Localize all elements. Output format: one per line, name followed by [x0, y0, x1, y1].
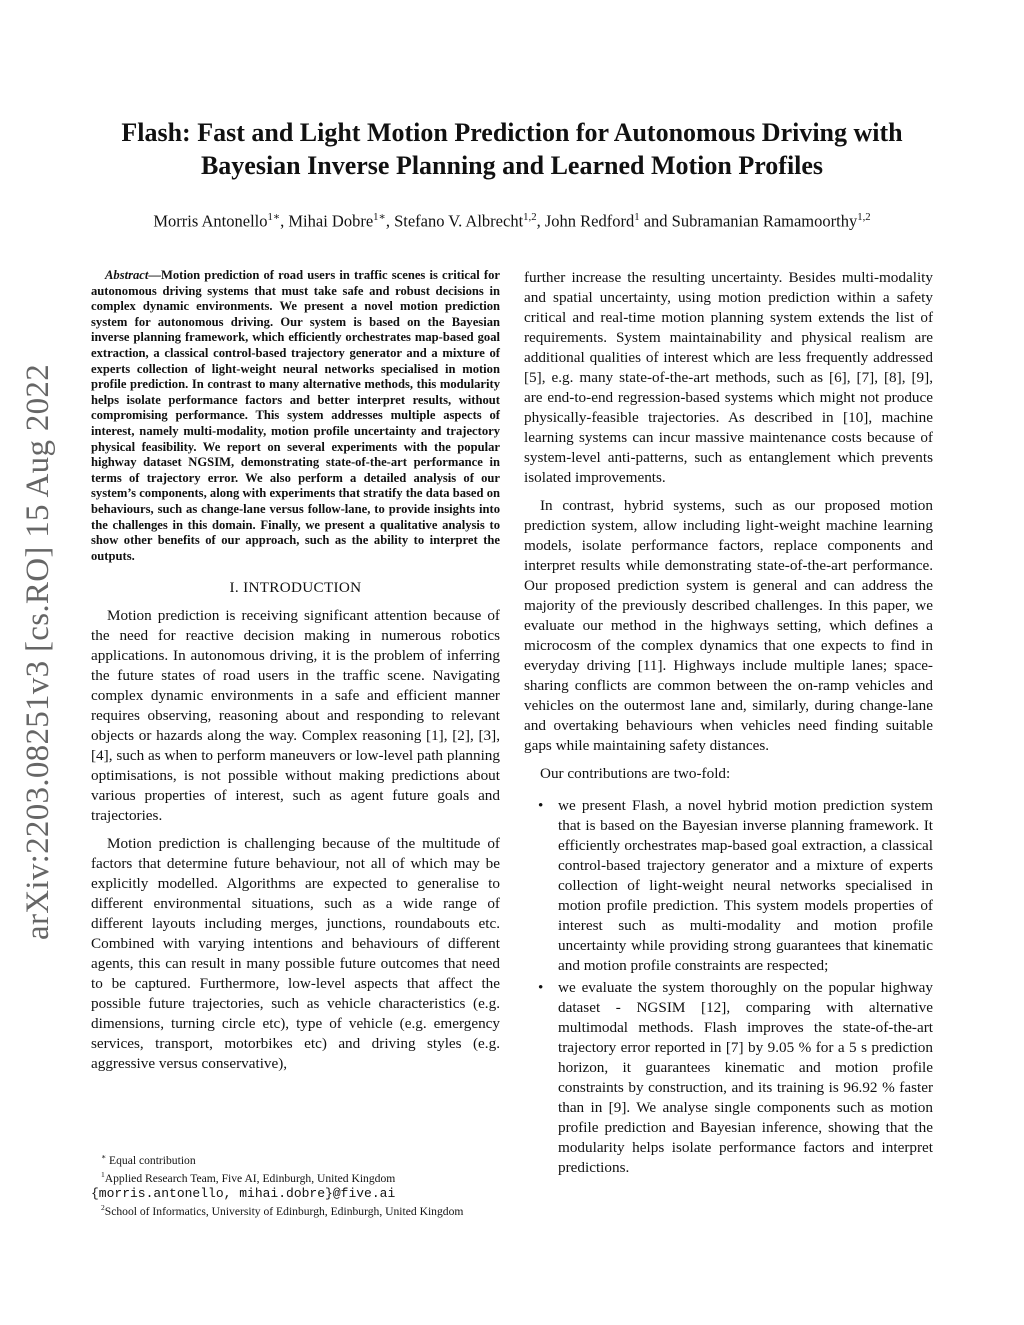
footnote-emails — [91, 1187, 500, 1202]
author-name: Subramanian Ramamoorthy — [671, 211, 858, 231]
author-separator: , — [536, 211, 545, 231]
paper-title — [60, 116, 964, 182]
author-name: John Redford — [544, 211, 635, 231]
left-column — [91, 268, 500, 1074]
author-affiliation: 1∗ — [267, 211, 281, 223]
author-affiliation: 1∗ — [373, 211, 386, 223]
footnote-mark: 2 — [101, 1203, 105, 1213]
title-line-2: Bayesian Inverse Planning and Learned Motion Profiles — [200, 151, 824, 180]
email-addresses: {morris.antonello, mihai.dobre}@five.ai — [91, 1185, 396, 1201]
abstract-dash: — — [148, 268, 161, 282]
author-affiliation: 1 — [634, 211, 640, 223]
abstract-text: Motion prediction of road users in traffic scenes is critical for autonomous driving systems that must take safe and robust decisions in complex dynamic environments. We present a novel motion prediction system for autonomous driving. Our system is based on the Bayesian inverse planning framework, which efficiently orchestrates map-based goal extraction, a classical control-based trajectory generator and a mixture of experts collection of light-weight neural networks specialised in motion profile prediction. In contrast to many alternative methods, this modularity helps isolate performance factors and better interpret results, without compromising performance. This system addresses multiple aspects of interest, namely multi-modality, motion profile uncertainty and trajectory physical feasibility. We report on several experiments with the popular highway dataset NGSIM, demonstrating state-of-the-art performance in terms of trajectory error. We also perform a detailed analysis of our system’s components, along with experiments that stratify the data based on behaviours, such as change-lane versus follow-lane, to provide insights into the challenges in this domain. Finally, we present a qualitative analysis to show other benefits of our approach, such as the ability to interpret the outputs. — [91, 268, 500, 563]
bullet-icon: • — [538, 797, 544, 814]
footnote-text: School of Informatics, University of Edinburgh, Edinburgh, United Kingdom — [104, 1205, 464, 1219]
list-item — [524, 978, 933, 1178]
footnote-affiliation-1 — [91, 1168, 500, 1186]
title-line-1: Flash: Fast and Light Motion Prediction for Autonomous Driving with — [121, 118, 903, 147]
arxiv-stamp: arXiv:2203.08251v3 [cs.RO] 15 Aug 2022 — [20, 363, 56, 940]
right-paragraph-1: further increase the resulting uncertainty. Besides multi-modality and spatial uncertainty, using motion prediction within a safety critical and real-time motion planning system extends the list of requirements. System maintainability and physical realism are additional qualities of interest which are less frequently addressed [5], e.g. many state-of-the-art methods, such as [6], [7], [8], [9], are end-to-end regression-based systems which might not produce physically-feasible trajectories. As described in [10], machine learning systems can incur massive maintenance costs because of system-level anti-patterns, such as entanglement which prevents isolated improvements. — [524, 269, 933, 486]
list-item — [524, 796, 933, 976]
intro-paragraph-1: Motion prediction is receiving significant attention because of the need for reactive decision making in numerous robotics applications. In autonomous driving, it is the problem of inferring the future states of road users in the traffic scene. Navigating complex dynamic environments in a safe and efficient manner requires observing, reasoning about and responding to relevant objects or hazards along the way. Complex reasoning [1], [2], [3], [4], such as when to perform maneuvers or low-level path planning optimisations, is not possible without making predictions about various properties of interest, such as agent future goals and trajectories. — [91, 607, 500, 825]
author-separator: , — [280, 211, 289, 231]
author-name: Mihai Dobre — [288, 211, 374, 231]
footnote-mark: ∗ — [101, 1152, 107, 1161]
right-paragraph-2: In contrast, hybrid systems, such as our proposed motion prediction system, allow including light-weight machine learning models, isolate performance factors, replace components and interpret results while demonstrating state-of-the-art performance. Our proposed prediction system is general and can address the majority of the previously described challenges. In this paper, we evaluate our method in the highways setting, which defines a microcosm of the complex dynamics that one expects to find in everyday driving [11]. Highways include multiple lanes; space-sharing conflicts are common between the on-ramp vehicles and vehicles on the outermost lane and, similarly, during change-lane and overtaking behaviours when vehicles need finding suitable gaps while maintaining safety distances. — [524, 497, 933, 754]
contributions-list — [524, 796, 933, 1178]
contribution-text: we present Flash, a novel hybrid motion prediction system that is based on the Bayesian inverse planning framework. It efficiently orchestrates map-based goal extraction, a classical control-based trajectory generator and a mixture of experts collection of light-weight neural networks specialised in motion profile prediction. This system models properties of interest such as multi-modality and motion profile uncertainty while providing strong guarantees that kinematic and motion profile constraints are respected; — [558, 797, 933, 974]
author-separator: and — [639, 211, 672, 231]
author-separator: , — [385, 211, 395, 231]
author-list — [60, 210, 964, 232]
author-name: Morris Antonello — [153, 211, 268, 231]
author-affiliation: 1,2 — [523, 211, 537, 223]
footnote-affiliation-2 — [91, 1201, 500, 1219]
footnote-text: Equal contribution — [109, 1153, 196, 1167]
footnotes — [91, 1150, 500, 1220]
bullet-icon: • — [538, 979, 544, 996]
intro-paragraph-2: Motion prediction is challenging because of the multitude of factors that determine future behaviour, not all of which may be explicitly modelled. Algorithms are expected to generalise to different environmental situations, such as a wide range of different layouts including merges, junctions, roundabouts etc. Combined with varying intentions and behaviours of different agents, this can result in many possible future outcomes that need to be captured. Furthermore, low-level aspects that affect the possible future trajectories, such as vehicle characteristics (e.g. dimensions, turning circle etc), type of vehicle (e.g. emergency services, transport, motorbikes etc) and driving styles (e.g. aggressive versus conservative), — [91, 835, 500, 1073]
right-column — [524, 268, 933, 1180]
author-name: Stefano V. Albrecht — [394, 211, 524, 231]
footnote-text: Applied Research Team, Five AI, Edinburgh, United Kingdom — [104, 1172, 396, 1186]
footnote-mark: 1 — [101, 1170, 105, 1180]
abstract — [91, 268, 500, 564]
section-heading-introduction: I. INTRODUCTION — [229, 579, 362, 597]
contributions-intro: Our contributions are two-fold: — [540, 765, 731, 782]
author-affiliation: 1,2 — [857, 211, 871, 223]
abstract-label: Abstract — [105, 268, 149, 282]
footnote-equal-contribution — [91, 1150, 500, 1168]
contribution-text: we evaluate the system thoroughly on the popular highway dataset - NGSIM [12], comparing with alternative multimodal methods. Flash improves the state-of-the-art trajectory error reported in [7] by 9.05 % for a 5 s prediction horizon, it guarantees kinematic and motion profile constraints by construction, and its training is 96.92 % faster than in [9]. We analyse single components such as motion profile prediction and Bayesian inference, showing that the modularity helps isolate performance factors and interpret predictions. — [558, 979, 933, 1176]
